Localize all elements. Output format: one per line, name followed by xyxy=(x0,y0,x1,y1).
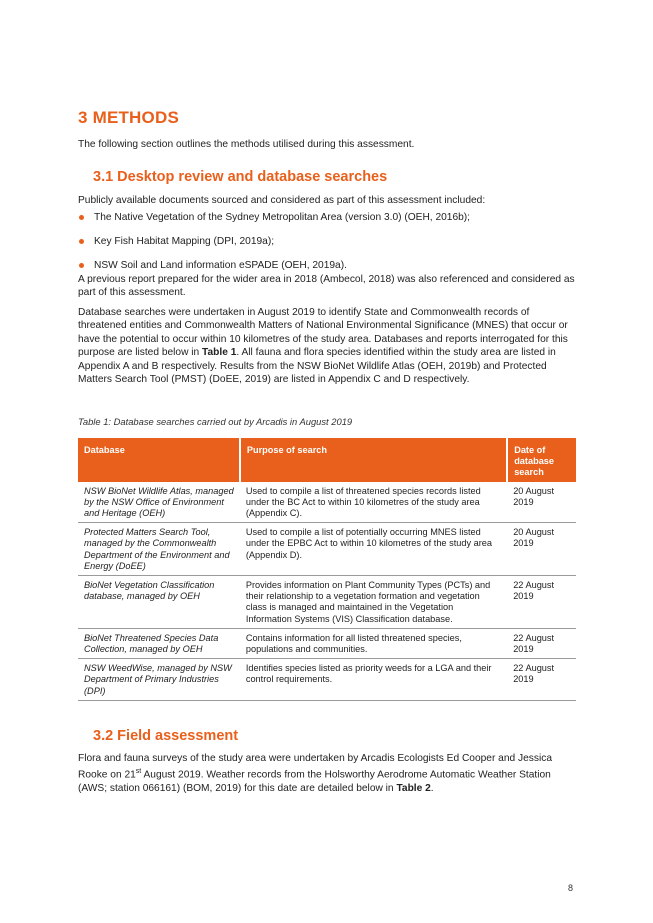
database-searches-paragraph: Database searches were undertaken in August 2019 to identify State and Commonwealth records of threatened entities and Commonwealth Matters of National Environmental Significance (MNES) that occur or have the potential to occur within 10 kilometres of the study area. Databases and reports interrogated for this purpose are listed below in Table 1. All fauna and flora species identified within the study area are listed in Appendix A and B respectively. Results from the NSW BioNet Wildlife Atlas (OEH, 2019b) and Protected Matters Search Tool (PMST) (DoEE, 2019) are listed in Appendix C and D respectively. xyxy=(78,307,568,386)
purpose-cell: Provides information on Plant Community Types (PCTs) and their relationship to a vegetation formation and vegetation class is managed and maintained in the Vegetation Information Systems (VIS) Classification database. xyxy=(240,576,507,629)
documents-list xyxy=(78,211,578,283)
database-cell: NSW BioNet Wildlife Atlas, managed by the NSW Office of Environment and Heritage (OEH) xyxy=(78,482,240,523)
bullet-icon xyxy=(79,239,84,244)
column-header-purpose: Purpose of search xyxy=(240,438,507,482)
section-intro: The following section outlines the methods utilised during this assessment. xyxy=(78,139,415,150)
table-header-row xyxy=(78,438,576,482)
column-header-date: Date of database search xyxy=(507,438,576,482)
subsection-heading-field-assessment: 3.2 Field assessment xyxy=(93,728,239,744)
date-cell: 22 August 2019 xyxy=(507,659,576,701)
bullet-icon xyxy=(79,263,84,268)
table-caption: Table 1: Database searches carried out by Arcadis in August 2019 xyxy=(78,416,353,427)
table-2-reference: Table 2 xyxy=(396,783,431,795)
bullet-icon xyxy=(79,215,84,220)
table-row xyxy=(78,628,576,658)
purpose-cell: Used to compile a list of potentially occurring MNES listed under the EPBC Act to within 10 kilometres of the study area (Appendix D). xyxy=(240,523,507,576)
field-assessment-paragraph: Flora and fauna surveys of the study area were undertaken by Arcadis Ecologists Ed Cooper and Jessica Rooke on 21st August 2019. Weather records from the Holsworthy Aerodrome Automatic Weather Station (AWS; station 066161) (BOM, 2019) for this date are detailed below in Table 2. xyxy=(78,753,552,795)
database-cell: BioNet Threatened Species Data Collection, managed by OEH xyxy=(78,628,240,658)
date-cell: 20 August 2019 xyxy=(507,523,576,576)
database-cell: BioNet Vegetation Classification database, managed by OEH xyxy=(78,576,240,629)
database-searches-table xyxy=(78,438,576,701)
documents-intro: Publicly available documents sourced and considered as part of this assessment included: xyxy=(78,195,486,206)
purpose-cell: Used to compile a list of threatened species records listed under the BC Act to within 10 kilometres of the study area (Appendix C). xyxy=(240,482,507,523)
date-cell: 20 August 2019 xyxy=(507,482,576,523)
table-row xyxy=(78,659,576,701)
table-row xyxy=(78,482,576,523)
database-cell: Protected Matters Search Tool, managed by the Commonwealth Department of the Environment and Energy (DoEE) xyxy=(78,523,240,576)
previous-report-paragraph: A previous report prepared for the wider area in 2018 (Ambecol, 2018) was also referenced and considered as part of this assessment. xyxy=(78,274,575,299)
section-heading: 3 METHODS xyxy=(78,108,179,127)
purpose-cell: Identifies species listed as priority weeds for a LGA and their control requirements. xyxy=(240,659,507,701)
date-cell: 22 August 2019 xyxy=(507,576,576,629)
list-item: The Native Vegetation of the Sydney Metropolitan Area (version 3.0) (OEH, 2016b); xyxy=(78,211,578,224)
list-item: Key Fish Habitat Mapping (DPI, 2019a); xyxy=(78,235,578,248)
page-number: 8 xyxy=(568,883,574,893)
table-row xyxy=(78,576,576,629)
purpose-cell: Contains information for all listed threatened species, populations and communities. xyxy=(240,628,507,658)
column-header-database: Database xyxy=(78,438,240,482)
date-cell: 22 August 2019 xyxy=(507,628,576,658)
list-item: NSW Soil and Land information eSPADE (OEH, 2019a). xyxy=(78,259,578,272)
database-cell: NSW WeedWise, managed by NSW Department of Primary Industries (DPI) xyxy=(78,659,240,701)
table-1-reference: Table 1 xyxy=(202,347,237,359)
subsection-heading-desktop-review: 3.1 Desktop review and database searches xyxy=(93,169,388,185)
table-row xyxy=(78,523,576,576)
